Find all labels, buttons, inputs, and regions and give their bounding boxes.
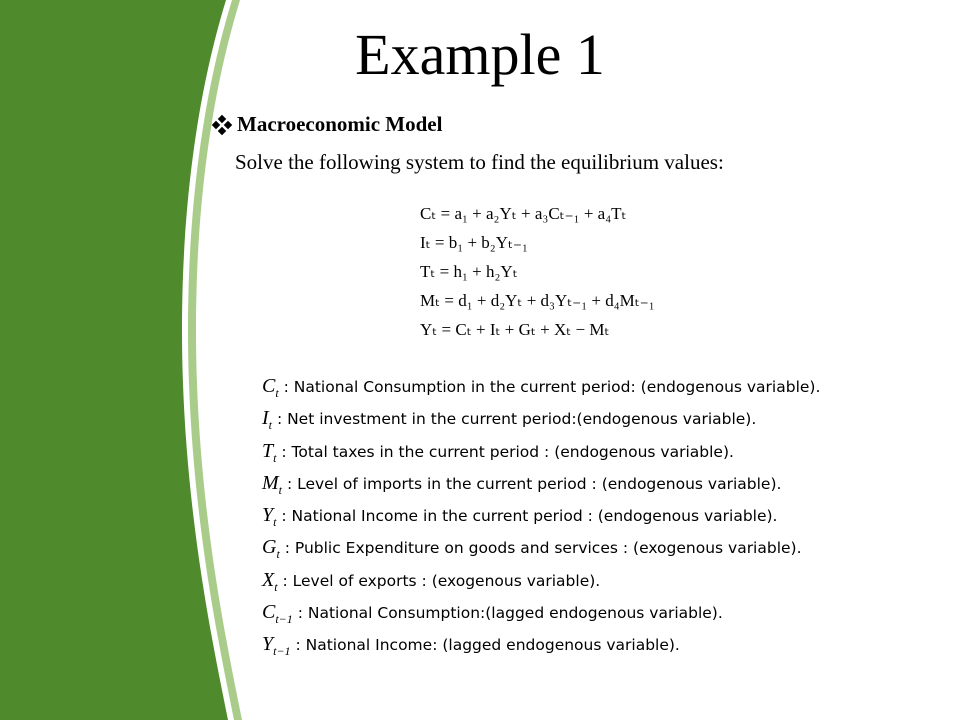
variable-symbol: $C_t$ bbox=[262, 375, 279, 400]
variable-symbol: $G_t$ bbox=[262, 536, 280, 562]
definition-text: : National Income: (lagged endogenous variable). bbox=[290, 636, 680, 655]
definition-text: : National Income in the current period : (endogenous variable). bbox=[276, 507, 778, 526]
definition-row bbox=[262, 402, 820, 434]
variable-symbol: $T_t$ bbox=[262, 439, 277, 465]
equation-investment: Iₜ = b₁ + b₂Yₜ₋₁ bbox=[420, 233, 528, 252]
definition-row bbox=[262, 628, 820, 660]
definition-row bbox=[262, 564, 820, 596]
definition-text: : National Consumption:(lagged endogenous variable). bbox=[292, 604, 723, 623]
variable-symbol: $Y_{t-1}$ bbox=[262, 633, 291, 659]
definition-row bbox=[262, 531, 820, 563]
variable-symbol: $I_t$ bbox=[262, 407, 273, 433]
definition-row bbox=[262, 435, 820, 467]
equation-imports: Mₜ = d₁ + d₂Yₜ + d₃Yₜ₋₁ + d₄Mₜ₋₁ bbox=[420, 291, 655, 310]
variable-symbol: $M_t$ bbox=[262, 471, 283, 497]
equation-consumption: Cₜ = a₁ + a₂Yₜ + a₃Cₜ₋₁ + a₄Tₜ bbox=[420, 204, 627, 223]
instruction-text: Solve the following system to find the equilibrium values: bbox=[235, 150, 724, 174]
variable-definitions bbox=[262, 370, 820, 661]
variable-symbol: $Y_t$ bbox=[262, 504, 277, 530]
definition-text: : Level of exports : (exogenous variable). bbox=[277, 571, 601, 590]
equation-taxes: Tₜ = h₁ + h₂Yₜ bbox=[420, 262, 518, 281]
definition-text: : Net investment in the current period:(endogenous variable). bbox=[272, 410, 757, 429]
definition-text: : Public Expenditure on goods and services : (exogenous variable). bbox=[279, 539, 802, 558]
bullet-heading bbox=[212, 112, 442, 137]
definition-row bbox=[262, 596, 820, 628]
definition-text: : National Consumption in the current period: (endogenous variable). bbox=[278, 378, 821, 396]
slide-title: Example 1 bbox=[355, 22, 605, 87]
definition-text: : Total taxes in the current period : (endogenous variable). bbox=[276, 442, 734, 461]
equation-system bbox=[420, 199, 655, 344]
equation-income: Yₜ = Cₜ + Iₜ + Gₜ + Xₜ − Mₜ bbox=[420, 320, 610, 339]
definition-row bbox=[262, 467, 820, 499]
definition-row bbox=[262, 499, 820, 531]
definition-row bbox=[262, 370, 820, 402]
bullet-heading-text: Macroeconomic Model bbox=[237, 112, 443, 136]
definition-text: : Level of imports in the current period : (endogenous variable). bbox=[282, 474, 782, 493]
diamond-bullet-icon bbox=[212, 115, 232, 135]
variable-symbol: $C_{t-1}$ bbox=[262, 601, 293, 627]
variable-symbol: $X_t$ bbox=[262, 568, 278, 594]
